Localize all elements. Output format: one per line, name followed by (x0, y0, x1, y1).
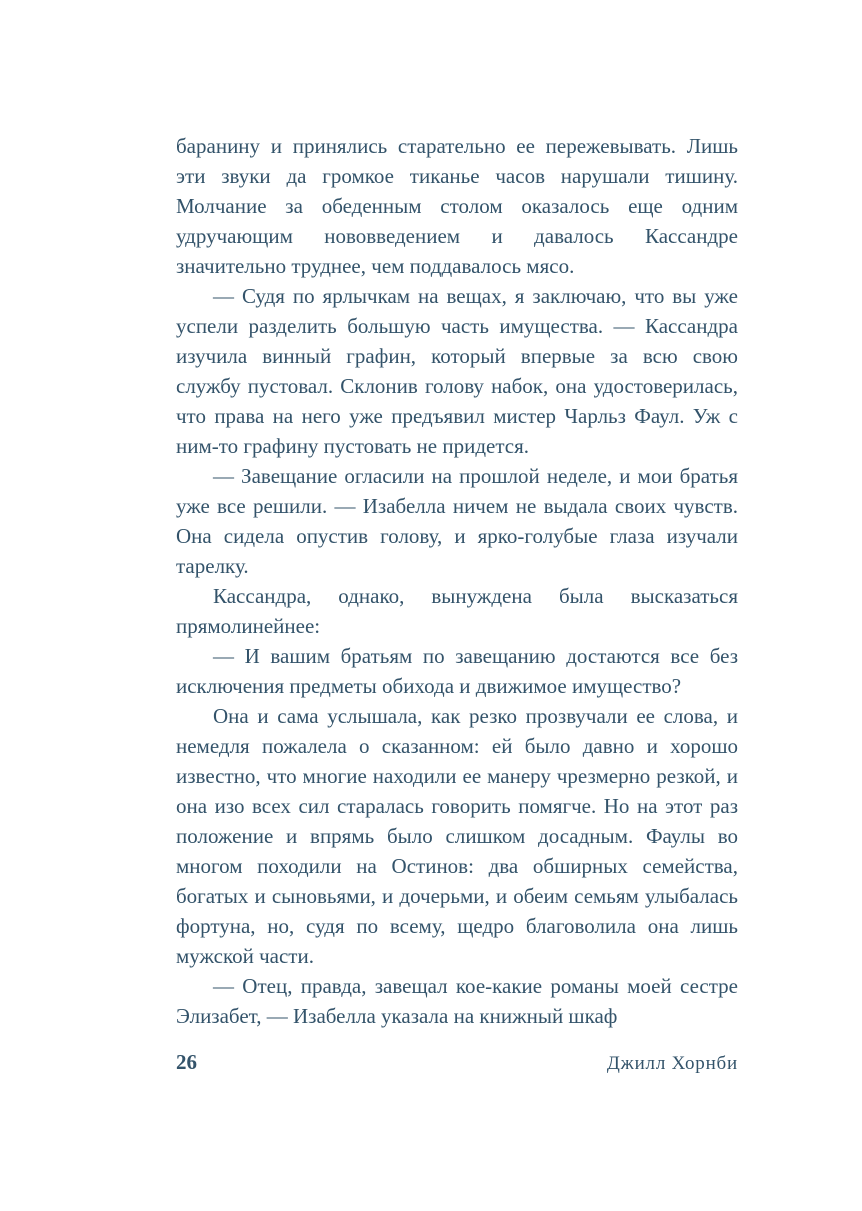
text-block (176, 131, 738, 1031)
running-title: Джилл Хорнби (606, 1053, 738, 1074)
paragraph: баранину и принялись старательно ее пережевывать. Лишь эти звуки да громкое тиканье часов нарушали тишину. Молчание за обеденным столом оказалось еще одним удручающим нововведением и давалось Кассандре значительно труднее, чем поддавалось мясо. (176, 134, 738, 278)
page-footer (176, 1050, 738, 1075)
paragraph: Она и сама услышала, как резко прозвучали ее слова, и немедля пожалела о сказанном: ей было давно и хорошо известно, что многие находили ее манеру чрезмерно резкой, и она изо всех сил старалась говорить помягче. Но на этот раз положение и впрямь было слишком досадным. Фаулы во многом походили на Остинов: два обширных семейства, богатых и сыновьями, и дочерьми, и обеим семьям улыбалась фортуна, но, судя по всему, щедро благоволила она лишь мужской части. (176, 704, 738, 968)
paragraph: — Судя по ярлычкам на вещах, я заключаю, что вы уже успели разделить большую часть имущества. — Кассандра изучила винный графин, который впервые за всю свою службу пустовал. Склонив голову набок, она удостоверилась, что права на него уже предъявил мистер Чарльз Фаул. Уж с ним-то графину пустовать не придется. (176, 284, 738, 458)
paragraph: — Отец, правда, завещал кое-какие романы моей сестре Элизабет, — Изабелла указала на книжный шкаф (176, 974, 738, 1028)
paragraph: — И вашим братьям по завещанию достаются все без исключения предметы обихода и движимое имущество? (176, 644, 738, 698)
page-number: 26 (176, 1050, 197, 1074)
paragraph: — Завещание огласили на прошлой неделе, и мои братья уже все решили. — Изабелла ничем не выдала своих чувств. Она сидела опустив голову, и ярко-голубые глаза изучали тарелку. (176, 464, 738, 578)
paragraph: Кассандра, однако, вынуждена была высказаться прямолинейнее: (176, 584, 738, 638)
